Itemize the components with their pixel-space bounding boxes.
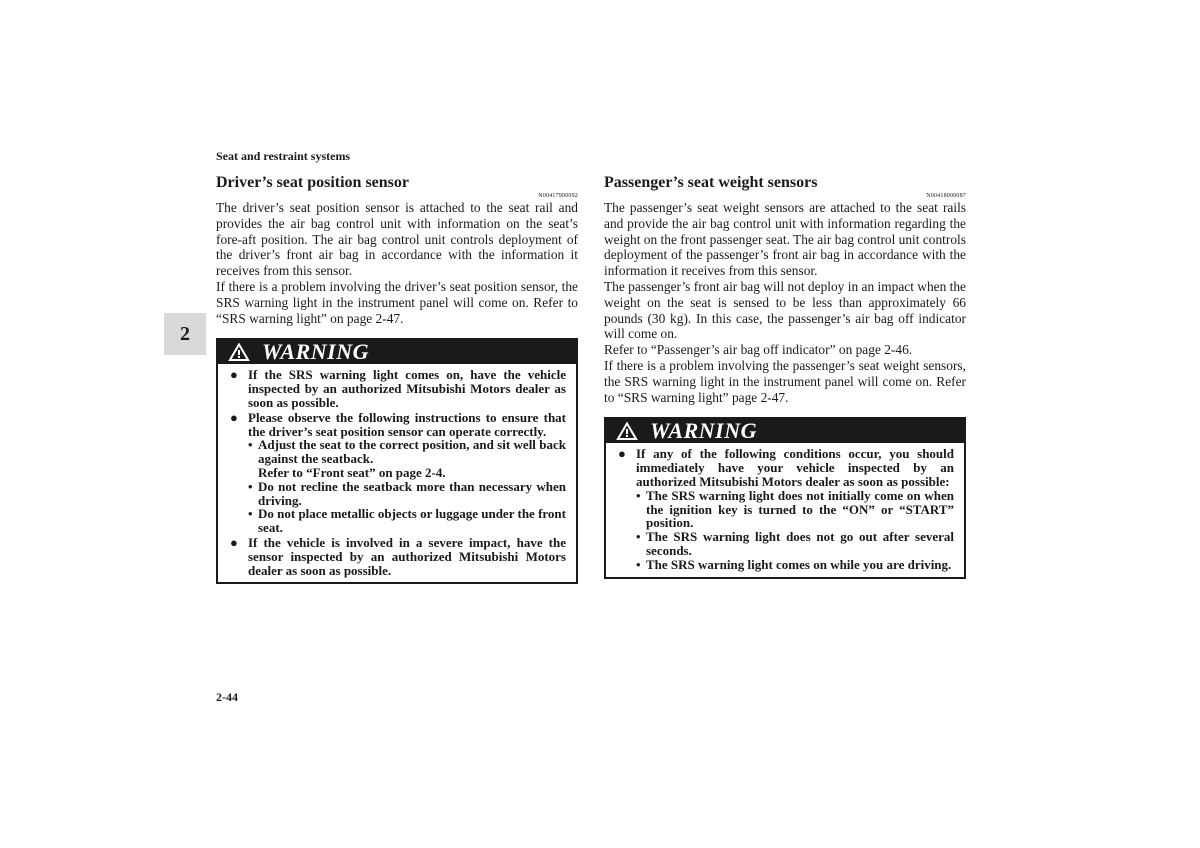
subitem-text: Adjust the seat to the correct position, and sit well back against the seatback. [258,437,566,467]
bullet-icon: ● [230,409,238,425]
sub-bullet-icon: • [248,437,253,453]
paragraph: If there is a problem involving the driver’s seat position sensor, the SRS warning light in the instrument panel will come on. Refer to “SRS warning light” on page 2-47. [216,278,578,326]
warning-item [618,447,954,571]
paragraph: The passenger’s front air bag will not deploy in an impact when the weight on the seat is sensed to be less than approximately 66 pounds (30 kg). In this case, the passenger’s air bag off indicator will come on. [604,278,966,342]
page-number: 2-44 [216,690,238,704]
reference-code: N00417900092 [538,193,578,199]
warning-item-text: If any of the following conditions occur, you should immediately have your vehicle inspected by an authorized Mitsubishi Motors dealer as soon as possible: [636,446,954,489]
chapter-tab [164,313,206,355]
sub-bullet-icon: • [248,506,253,522]
warning-subitem-text: The SRS warning light comes on while you are driving. [646,556,952,572]
section-header: Seat and restraint systems [216,149,351,163]
paragraph: The driver’s seat position sensor is attached to the seat rail and provides the air bag control unit with information on the seat’s fore-aft position. The air bag control unit controls deployment of the driver’s front air bag in accordance with the information it receives from this sensor. [216,200,578,279]
warning-item-text: Please observe the following instructions to ensure that the driver’s seat position sensor can operate correctly. [248,409,566,439]
warning-triangle-icon [616,421,638,441]
warning-item-text: If the SRS warning light comes on, have the vehicle inspected by an authorized Mitsubishi Motors dealer as soon as possible. [248,367,566,410]
sub-bullet-icon: • [636,556,641,572]
warning-item-text: If the vehicle is involved in a severe impact, have the sensor inspected by an authorized Mitsubishi Motors dealer as soon as possible. [248,534,566,578]
paragraph: Refer to “Passenger’s air bag off indicator” on page 2-46. [604,342,913,358]
warning-subitem [636,530,954,558]
warning-header [218,340,576,364]
warning-item [230,536,566,577]
warning-subitem [248,507,566,535]
right-column [604,172,966,579]
sub-bullet-icon: • [636,529,641,545]
warning-header [606,419,964,443]
bullet-icon: ● [618,446,626,462]
bullet-icon: ● [230,534,238,550]
sub-bullet-icon: • [636,487,641,503]
subitem-note: Refer to “Front seat” on page 2-4. [258,464,446,480]
bullet-icon: ● [230,367,238,383]
warning-subitem [248,438,566,479]
reference-code: N00418000087 [926,193,966,199]
warning-item-content [636,447,954,571]
warning-title: WARNING [650,418,758,444]
warning-item-content [248,411,566,535]
warning-subitem-text: The SRS warning light does not initially come on when the ignition key is turned to the “ON” or “START” position. [646,487,954,531]
warning-item [230,368,566,409]
warning-subitem [636,489,954,530]
warning-box [216,338,578,584]
section-heading-driver-seat-sensor: Driver’s seat position sensor [216,174,410,191]
left-column [216,172,578,584]
paragraph: If there is a problem involving the passenger’s seat weight sensors, the SRS warning light in the instrument panel will come on. Refer to “SRS warning light” page 2-47. [604,357,966,405]
paragraph: The passenger’s seat weight sensors are attached to the seat rails and provide the air bag control unit with information regarding the weight on the front passenger seat. The air bag control unit controls deployment of the passenger’s front air bag in accordance with the information it receives from this sensor. [604,200,966,279]
warning-box [604,417,966,578]
chapter-number: 2 [180,322,190,345]
warning-subitem [636,558,954,572]
body-text [216,200,578,326]
warning-subitem [248,480,566,508]
warning-body [218,364,576,582]
warning-item [230,411,566,535]
warning-subitem-text: Do not place metallic objects or luggage under the front seat. [258,506,566,536]
warning-subitem-text: Do not recline the seatback more than necessary when driving. [258,478,566,508]
warning-body [606,443,964,576]
warning-subitem-text [258,438,566,479]
warning-triangle-icon [228,342,250,362]
body-text [604,200,966,405]
section-heading-passenger-seat-sensors: Passenger’s seat weight sensors [604,174,818,191]
warning-title: WARNING [262,339,370,365]
warning-subitem-text: The SRS warning light does not go out after several seconds. [646,529,954,558]
sub-bullet-icon: • [248,478,253,494]
